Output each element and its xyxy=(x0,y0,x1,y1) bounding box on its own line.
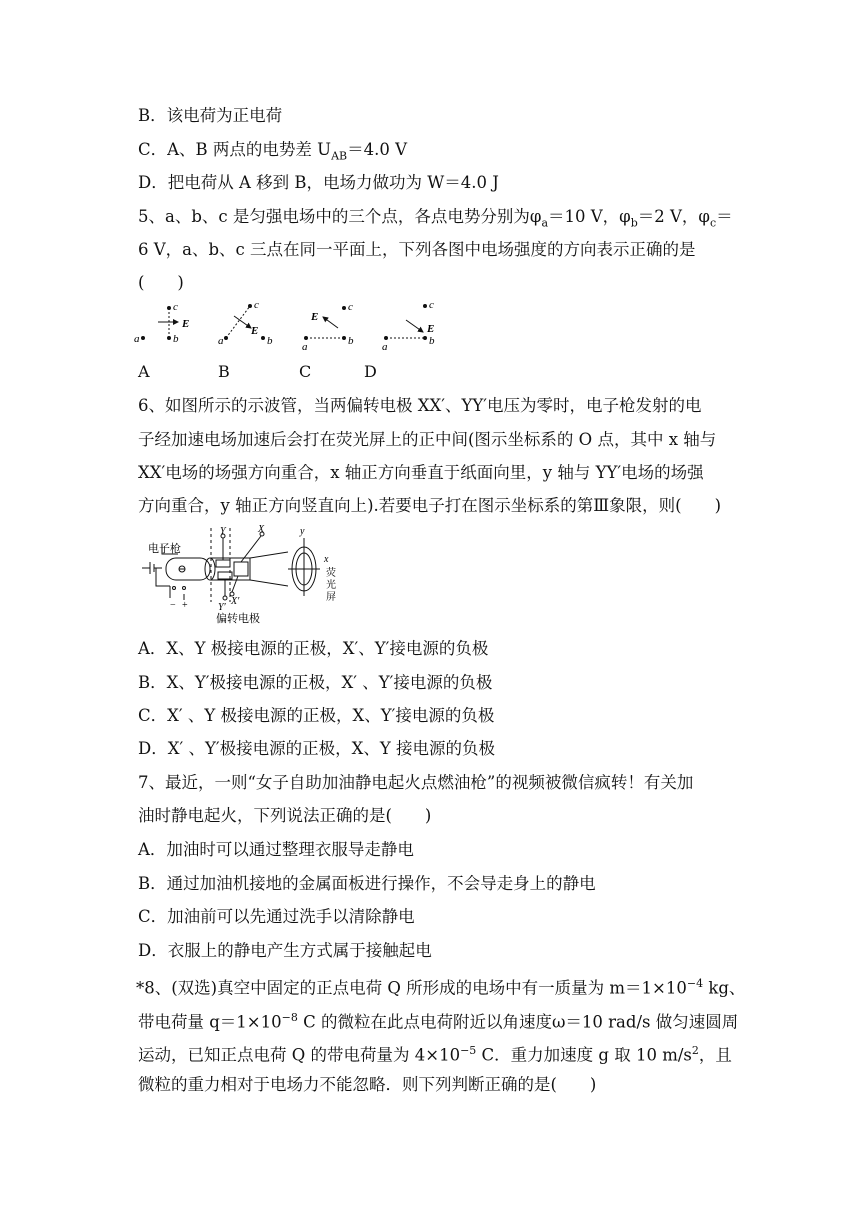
q8-line1-tail: kg、 xyxy=(703,978,746,998)
q8-line2-tail: C 的微粒在此点电荷附近以角速度ω＝10 rad/s 做匀速圆周 xyxy=(297,1012,739,1032)
q6-line-3: XX′电场的场强方向重合，x 轴正方向垂直于纸面向里，y 轴与 YY′电场的场强 xyxy=(138,463,704,482)
q5-line-1 xyxy=(138,207,733,233)
diagram-plus: + xyxy=(182,600,188,611)
q8-line2-sup: −8 xyxy=(281,1011,298,1024)
fig-d-label-c: c xyxy=(429,299,434,311)
diagram-axis-x: x xyxy=(324,554,329,565)
q8-line-2 xyxy=(138,1008,738,1033)
q7-option-c: C．加油前可以先通过洗手以清除静电 xyxy=(138,907,415,926)
q5-line1-end: ＝ xyxy=(716,207,733,226)
q5-line-3: ( ) xyxy=(138,273,184,292)
q4-option-b: B．该电荷为正电荷 xyxy=(138,106,283,125)
diagram-deflect-label: 偏转电极 xyxy=(216,613,260,625)
q8-line3-sup2: 2 xyxy=(691,1044,699,1057)
fig-c-label-a: a xyxy=(302,341,308,353)
q5-sub-c: c xyxy=(709,216,717,230)
q8-line-4: 微粒的重力相对于电场力不能忽略．则下列判断正确的是( ) xyxy=(138,1075,597,1094)
q8-line1-text: *8、(双选)真空中固定的正点电荷 Q 所形成的电场中有一质量为 m＝1×10 xyxy=(136,978,687,998)
q6-option-a: A．X、Y 极接电源的正极，X′、Y′接电源的负极 xyxy=(138,639,489,658)
q5-figure-label-d: D xyxy=(364,362,377,381)
q4-option-c xyxy=(138,140,407,166)
q5-figure-label-c: C xyxy=(299,362,312,381)
q8-line1-sup: −4 xyxy=(686,977,704,990)
q7-option-a: A．加油时可以通过整理衣服导走静电 xyxy=(138,840,414,859)
q8-line3-sup: −5 xyxy=(460,1044,477,1057)
q6-option-b: B．X、Y′极接电源的正极，X′ 、Y′接电源的负极 xyxy=(138,673,493,692)
fig-b-label-c: c xyxy=(254,299,259,311)
fig-b-label-b: b xyxy=(267,335,273,347)
q4-option-c-text: C．A、B 两点的电势差 U xyxy=(138,140,332,159)
diagram-x2-label: X′ xyxy=(231,596,240,607)
q6-line-4: 方向重合，y 轴正方向竖直向上).若要电子打在图示坐标系的第Ⅲ象限，则( ) xyxy=(138,496,722,515)
q5-line1-mid1: ＝10 V，φ xyxy=(548,207,631,226)
q4-option-d: D．把电荷从 A 移到 B，电场力做功为 W＝4.0 J xyxy=(138,173,499,192)
q4-option-c-tail: ＝4.0 V xyxy=(347,140,407,159)
diagram-x-label: X xyxy=(258,524,265,535)
q8-line-3 xyxy=(138,1041,732,1066)
q5-figure-label-b: B xyxy=(218,362,230,381)
q5-sub-a: a xyxy=(541,216,548,230)
q6-line-2: 子经加速电场加速后会打在荧光屏上的正中间(图示坐标系的 O 点，其中 x 轴与 xyxy=(138,430,717,449)
q6-option-c: C．X′ 、Y 极接电源的正极，X、Y′接电源的负极 xyxy=(138,706,495,725)
figure-a xyxy=(134,301,189,345)
q8-line3-mid: C．重力加速度 g 取 10 m/s xyxy=(476,1045,692,1065)
q5-line-2: 6 V，a、b、c 三点在同一平面上，下列各图中电场强度的方向表示正确的是 xyxy=(138,240,696,259)
diagram-minus: − xyxy=(170,600,176,611)
figure-d xyxy=(382,299,435,353)
diagram-screen-1: 荧 xyxy=(326,568,336,579)
q6-line-1: 6、如图所示的示波管，当两偏转电极 XX′、YY′电压为零时，电子枪发射的电 xyxy=(138,396,702,415)
figure-b xyxy=(218,299,273,347)
q7-option-b: B．通过加油机接地的金属面板进行操作，不会导走身上的静电 xyxy=(138,874,596,893)
q7-line-1: 7、最近，一则“女子自助加油静电起火点燃油枪”的视频被微信疯转！有关加 xyxy=(138,773,694,792)
fig-a-label-c: c xyxy=(173,301,178,313)
q7-option-d: D．衣服上的静电产生方式属于接触起电 xyxy=(138,941,432,960)
fig-d-label-a: a xyxy=(382,341,388,353)
diagram-screen-3: 屏 xyxy=(326,592,336,603)
q4-option-c-sub: AB xyxy=(331,149,348,163)
fig-a-label-b: b xyxy=(173,333,179,345)
diagram-y-label: Y xyxy=(220,526,226,537)
fig-a-label-e: E xyxy=(182,318,190,330)
diagram-screen-2: 光 xyxy=(326,580,336,591)
q8-line3-text: 运动，已知正点电荷 Q 的带电荷量为 4×10 xyxy=(138,1045,461,1065)
q6-option-d: D．X′ 、Y′极接电源的正极，X、Y 接电源的负极 xyxy=(138,739,495,758)
fig-b-label-a: a xyxy=(218,335,224,347)
fig-d-label-e: E xyxy=(427,323,435,335)
q8-line3-tail: ，且 xyxy=(698,1045,732,1065)
fig-c-label-b: b xyxy=(348,335,354,347)
q8-line-1 xyxy=(136,974,745,999)
q5-line1-head: 5、a、b、c 是匀强电场中的三个点，各点电势分别为φ xyxy=(138,207,542,226)
diagram-y2-label: Y′ xyxy=(218,602,226,613)
fig-c-label-c: c xyxy=(348,301,353,313)
diagram-axis-y: y xyxy=(300,526,305,537)
fig-d-label-b: b xyxy=(429,335,435,347)
oscilloscope-diagram xyxy=(138,524,343,626)
fig-a-label-a: a xyxy=(134,333,140,345)
q5-line1-mid2: ＝2 V，φ xyxy=(637,207,710,226)
q5-figure-label-a: A xyxy=(138,362,150,381)
diagram-gun-label: 电子枪 xyxy=(148,543,181,555)
fig-c-label-e: E xyxy=(311,311,319,323)
q8-line2-text: 带电荷量 q＝1×10 xyxy=(138,1012,282,1032)
q5-figures xyxy=(130,298,450,356)
figure-c xyxy=(302,301,354,353)
fig-b-label-e: E xyxy=(251,325,259,337)
q7-line-2: 油时静电起火，下列说法正确的是( ) xyxy=(138,806,432,825)
q5-sub-b: b xyxy=(630,216,638,230)
